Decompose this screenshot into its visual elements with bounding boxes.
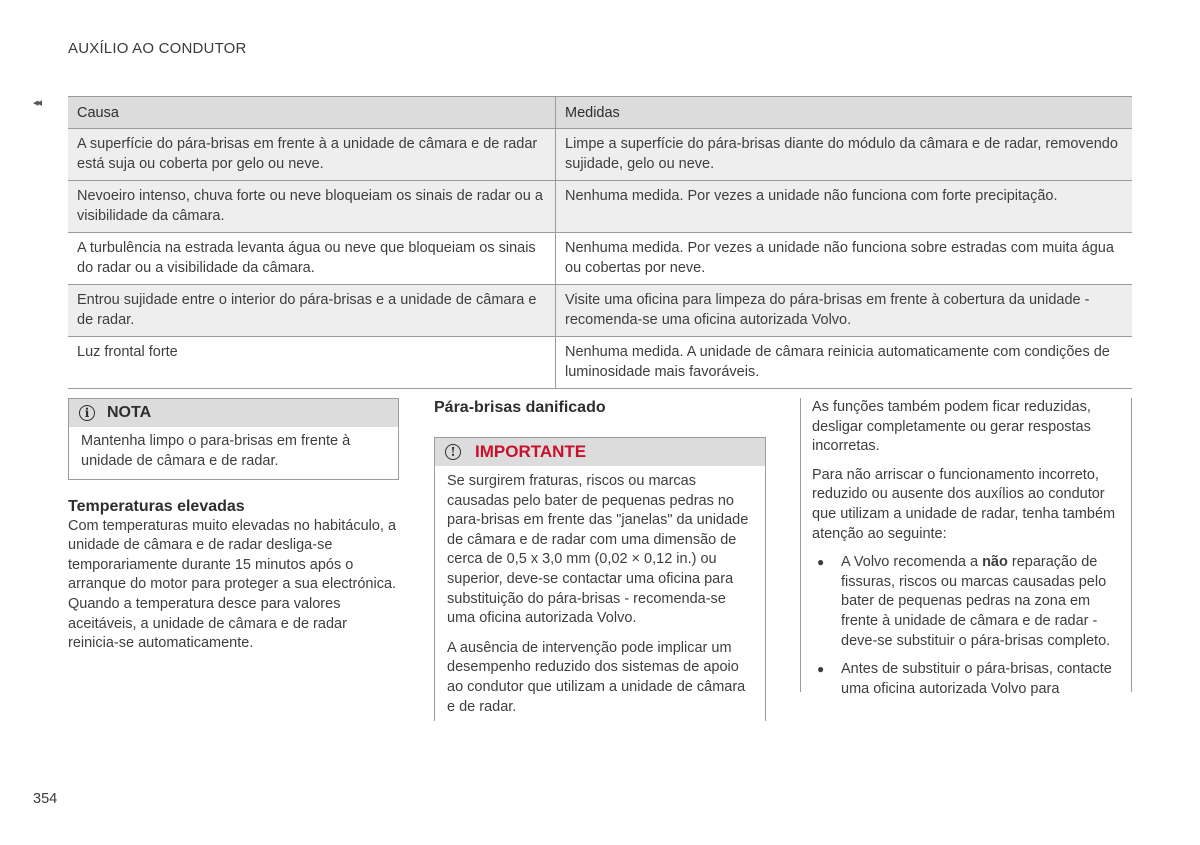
column-header-cause: Causa <box>68 97 556 129</box>
high-temp-heading: Temperaturas elevadas <box>68 498 245 515</box>
damaged-windshield-heading: Pára-brisas danificado <box>434 399 606 416</box>
cause-cell: Entrou sujidade entre o interior do pára-brisas e a unidade de câmara e de radar. <box>68 285 556 337</box>
cause-cell: A superfície do pára-brisas em frente à a unidade de câmara e de radar está suja ou coberta por gelo ou neve. <box>68 129 556 181</box>
measure-cell: Visite uma oficina para limpeza do pára-brisas em frente à cobertura da unidade - recomenda-se uma oficina autorizada Volvo. <box>556 285 1133 337</box>
high-temp-section <box>68 497 400 654</box>
table-row <box>68 129 1132 181</box>
important-title: IMPORTANTE <box>475 442 587 461</box>
bullet-text: Antes de substituir o pára-brisas, contacte uma oficina autorizada Volvo para <box>841 661 1112 697</box>
right-column <box>800 398 1132 697</box>
risk-paragraph: Para não arriscar o funcionamento incorreto, reduzido ou ausente dos auxílios ao condutor que utilizam a unidade de radar, tenha também atenção ao seguinte: <box>812 466 1116 542</box>
cause-cell: Luz frontal forte <box>68 337 556 389</box>
important-box <box>434 437 766 721</box>
note-text: Mantenha limpo o para-brisas em frente à unidade de câmara e de radar. <box>81 433 351 469</box>
measure-cell: Nenhuma medida. A unidade de câmara reinicia automaticamente com condições de luminosidade mais favoráveis. <box>556 337 1133 389</box>
table-row <box>68 181 1132 233</box>
info-icon: i <box>79 405 95 421</box>
back-marker-icon: ◂◂ <box>33 97 41 109</box>
important-paragraph: Se surgirem fraturas, riscos ou marcas causadas pelo bater de pequenas pedras no para-brisas em frente das "janelas" da unidade de câmara e de radar com uma dimensão de cerca de 0,5 x 3,0 mm (0,02 × 0,12 in.) ou superior, deve-se contactar uma oficina para substituição do pára-brisas - recomenda-se uma oficina autorizada Volvo. <box>447 473 749 627</box>
high-temp-text: Com temperaturas muito elevadas no habitáculo, a unidade de câmara e de radar desliga-se temporariamente durante 15 minutos após o arranque do motor para proteger a sua electrónica. Quando a temperatura desce para valores aceitáveis, a unidade de câmara e de radar reinicia-se automaticamente. <box>68 517 397 652</box>
bullet-icon: ● <box>817 555 825 570</box>
bullet-text-post: reparação de fissuras, riscos ou marcas causadas pelo bater de pequenas pedras na zona em frente à unidade de câmara e de radar - deve-se substituir o pára-brisas completo. <box>841 554 1111 649</box>
measure-cell: Nenhuma medida. Por vezes a unidade não funciona com forte precipitação. <box>556 181 1133 233</box>
page-header: AUXÍLIO AO CONDUTOR <box>68 40 247 57</box>
functions-paragraph: As funções também podem ficar reduzidas, desligar completamente ou gerar respostas incorretas. <box>812 399 1091 455</box>
note-title: NOTA <box>107 404 152 421</box>
note-box <box>68 398 399 480</box>
list-item <box>812 553 1131 651</box>
important-paragraph: A ausência de intervenção pode implicar um desempenho reduzido dos sistemas de apoio ao condutor que utilizam a unidade de câmara e de radar. <box>447 639 746 715</box>
bullet-icon: ● <box>817 662 825 677</box>
important-header <box>435 438 765 466</box>
bullet-text-bold: não <box>982 554 1008 571</box>
table-row <box>68 233 1132 285</box>
cause-cell: A turbulência na estrada levanta água ou neve que bloqueiam os sinais do radar ou a visibilidade da câmara. <box>68 233 556 285</box>
measure-cell: Limpe a superfície do pára-brisas diante do módulo da câmara e de radar, removendo sujidade, gelo ou neve. <box>556 129 1133 181</box>
column-header-measures: Medidas <box>556 97 1133 129</box>
causes-table <box>68 96 1132 389</box>
important-body <box>435 466 765 717</box>
table-header-row <box>68 97 1132 129</box>
bullet-text-pre: A Volvo recomenda a <box>841 554 983 571</box>
table-row <box>68 337 1132 389</box>
measure-cell: Nenhuma medida. Por vezes a unidade não funciona sobre estradas com muita água ou cobertas por neve. <box>556 233 1133 285</box>
advice-list <box>812 553 1131 699</box>
table-row <box>68 285 1132 337</box>
cause-cell: Nevoeiro intenso, chuva forte ou neve bloqueiam os sinais de radar ou a visibilidade da câmara. <box>68 181 556 233</box>
page-number: 354 <box>33 791 58 807</box>
note-header <box>69 399 398 427</box>
warning-icon: ! <box>445 444 461 460</box>
list-item <box>812 660 1131 699</box>
